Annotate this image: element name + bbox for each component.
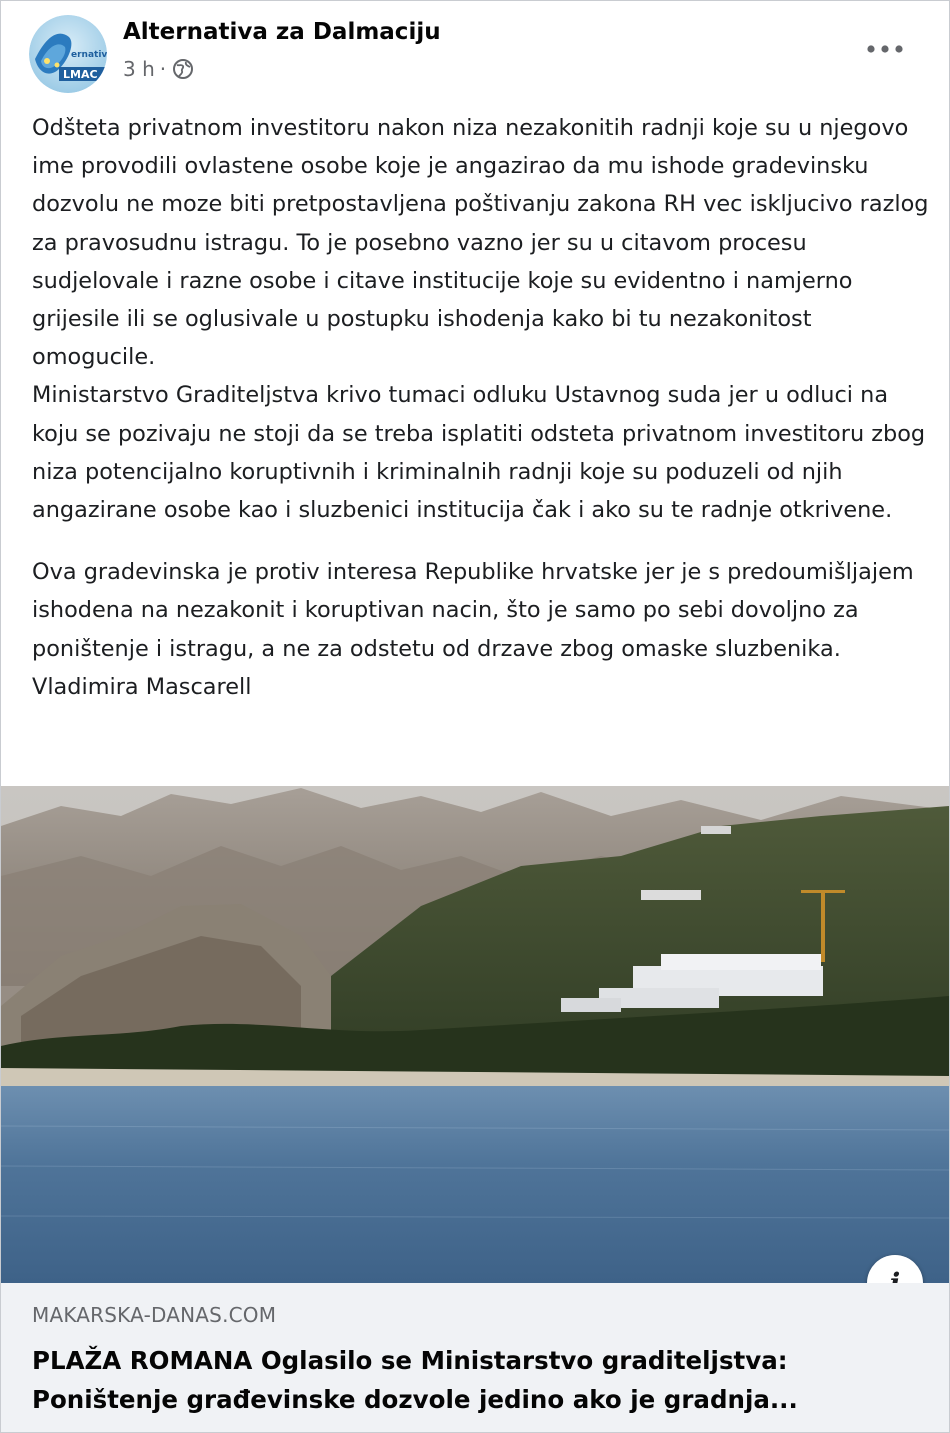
more-options-icon: [865, 44, 905, 54]
post-paragraph-1: Odšteta privatnom investitoru nakon niza nezakonitih radnji koje su u njegovo ime provodili ovlastene osobe koje je angazirao da mu ishode gradevinsku dozvolu ne moze biti pretpostavljena poštivanju zakona RH vec iskljucivo razlog za pravosudnu istragu. To je posebno vazno jer su u citavom procesu sudjelovale i razne osobe i citave institucije koje su evidentno i namjerno grijesile ili se oglusivale u postupku ishodenja kako bi tu nezakonitost omogucile.: [32, 115, 929, 371]
post-meta: [123, 57, 194, 81]
avatar-text-top: ernativ: [71, 50, 107, 60]
link-title[interactable]: [32, 1341, 932, 1419]
post-timestamp[interactable]: 3 h: [123, 57, 155, 81]
page-name-link[interactable]: Alternativa za Dalmaciju: [123, 19, 441, 45]
globe-icon[interactable]: [172, 58, 194, 80]
post-header: [1, 1, 949, 101]
post-body: [32, 109, 932, 706]
coastal-hotel-photo: [1, 786, 949, 1283]
more-options-button[interactable]: [857, 27, 913, 71]
link-domain: MAKARSKA-DANAS.COM: [32, 1303, 277, 1327]
link-preview-card[interactable]: [1, 1283, 949, 1433]
meta-separator: ·: [159, 57, 167, 81]
post-paragraph-2: Ministarstvo Graditeljstva krivo tumaci odluku Ustavnog suda jer u odluci na koju se pozivaju ne stoji da se treba isplatiti odsteta privatnom investitoru zbog niza potencijalno koruptivnih i kriminalnih radnji koje su poduzeli od njih angazirane osobe kao i sluzbenici institucija čak i ako su te radnje otkrivene.: [32, 382, 926, 524]
post-paragraph-3: Ova gradevinska je protiv interesa Republike hrvatske jer je s predoumišljajem ishodena na nezakonit i koruptivan nacin, što je samo po sebi dovoljno za poništenje i istragu, a ne za odstetu od drzave zbog omaske sluzbenika.: [32, 559, 914, 662]
page-avatar[interactable]: [29, 15, 107, 93]
avatar-text-bottom: LMAC: [63, 68, 98, 81]
avatar-logo: [29, 15, 107, 93]
post-signature: Vladimira Mascarell: [32, 673, 252, 700]
link-title-line-2: Poništenje građevinske dozvole jedino ako je gradnja...: [32, 1385, 798, 1414]
link-title-line-1: PLAŽA ROMANA Oglasilo se Ministarstvo graditeljstva:: [32, 1346, 788, 1375]
link-preview-image[interactable]: [1, 786, 949, 1283]
